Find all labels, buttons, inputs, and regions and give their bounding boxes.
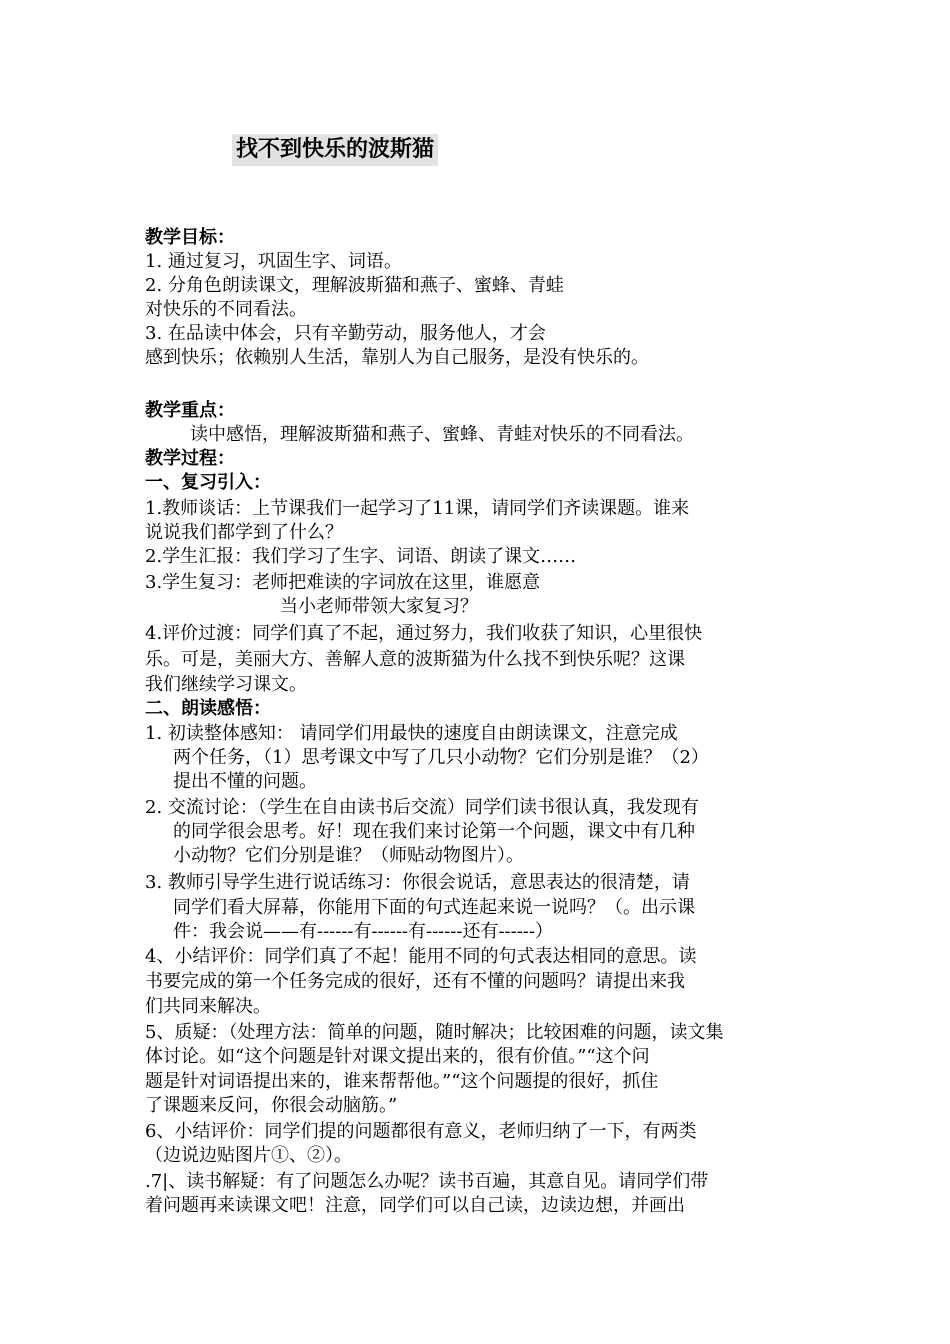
text-line: 读中感悟，理解波斯猫和燕子、蜜蜂、青蛙对快乐的不同看法。	[190, 424, 694, 445]
text-line: 当小老师带领大家复习？	[280, 596, 478, 617]
text-line: 了课题来反问，你很会动脑筋。”	[145, 1095, 398, 1116]
text-line: 小动物？它们分别是谁？（师贴动物图片）。	[173, 845, 524, 866]
text-line: 我们继续学习课文。	[145, 674, 307, 695]
text-line: 对快乐的不同看法。	[145, 299, 307, 320]
text-line: 3. 在品读中体会，只有辛勤劳动，服务他人，才会	[145, 323, 546, 344]
section-heading: 二、朗读感悟：	[145, 698, 271, 719]
text-line: 说说我们都学到了什么？	[145, 522, 343, 543]
text-line: 们共同来解决。	[145, 996, 271, 1017]
text-line: 2.学生汇报：我们学习了生字、词语、朗读了课文……	[145, 546, 577, 567]
text-line: 的同学很会思考。好！现在我们来讨论第一个问题，课文中有几种	[173, 821, 695, 842]
text-line: 1. 通过复习，巩固生字、词语。	[145, 251, 402, 272]
text-line: 4、小结评价：同学们真了不起！能用不同的句式表达相同的意思。读	[145, 946, 697, 967]
text-line: .7|、读书解疑：有了问题怎么办呢？读书百遍，其意自见。请同学们带	[145, 1171, 709, 1192]
text-line: 题是针对词语提出来的，谁来帮帮他。”“这个问题提的很好，抓住	[145, 1071, 659, 1092]
document-title: 找不到快乐的波斯猫	[232, 134, 438, 166]
section-heading: 教学重点：	[145, 400, 235, 421]
text-line: 两个任务，（1）思考课文中写了几只小动物？它们分别是谁？（2）	[173, 747, 709, 768]
text-line: 感到快乐；依赖别人生活，靠别人为自己服务，是没有快乐的。	[145, 347, 649, 368]
text-line: 4.评价过渡：同学们真了不起，通过努力，我们收获了知识，心里很快	[145, 623, 703, 644]
section-heading: 教学目标：	[145, 227, 235, 248]
text-line: （边说边贴图片①、②）。	[145, 1145, 352, 1166]
text-line: 乐。可是，美丽大方、善解人意的波斯猫为什么找不到快乐呢？这课	[145, 649, 685, 670]
text-line: 同学们看大屏幕，你能用下面的句式连起来说一说吗？（。出示课	[173, 897, 695, 918]
text-line: 1.教师谈话：上节课我们一起学习了11课，请同学们齐读课题。谁来	[145, 498, 690, 519]
text-line: 3.学生复习：老师把难读的字词放在这里，谁愿意	[145, 572, 541, 593]
text-line: 1. 初读整体感知： 请同学们用最快的速度自由朗读课文，注意完成	[145, 723, 678, 744]
section-heading: 教学过程：	[145, 448, 235, 469]
text-line: 3. 教师引导学生进行说话练习：你很会说话，意思表达的很清楚，请	[145, 872, 690, 893]
text-line: 件：我会说——有------有------有------还有------）	[173, 921, 553, 942]
text-line: 着问题再来读课文吧！注意，同学们可以自己读，边读边想，并画出	[145, 1195, 685, 1216]
text-line: 5、质疑：（处理方法：简单的问题，随时解决；比较困难的问题，读文集	[145, 1022, 724, 1043]
text-line: 2. 分角色朗读课文，理解波斯猫和燕子、蜜蜂、青蛙	[145, 275, 564, 296]
text-line: 6、小结评价：同学们提的问题都很有意义，老师归纳了一下，有两类	[145, 1121, 697, 1142]
text-line: 体讨论。如“这个问题是针对课文提出来的，很有价值。”“这个问	[145, 1046, 650, 1067]
section-heading: 一、复习引入：	[145, 472, 271, 493]
text-line: 2. 交流讨论：（学生在自由读书后交流）同学们读书很认真，我发现有	[145, 797, 699, 818]
text-line: 书要完成的第一个任务完成的很好，还有不懂的问题吗？请提出来我	[145, 971, 685, 992]
text-line: 提出不懂的问题。	[173, 771, 317, 792]
